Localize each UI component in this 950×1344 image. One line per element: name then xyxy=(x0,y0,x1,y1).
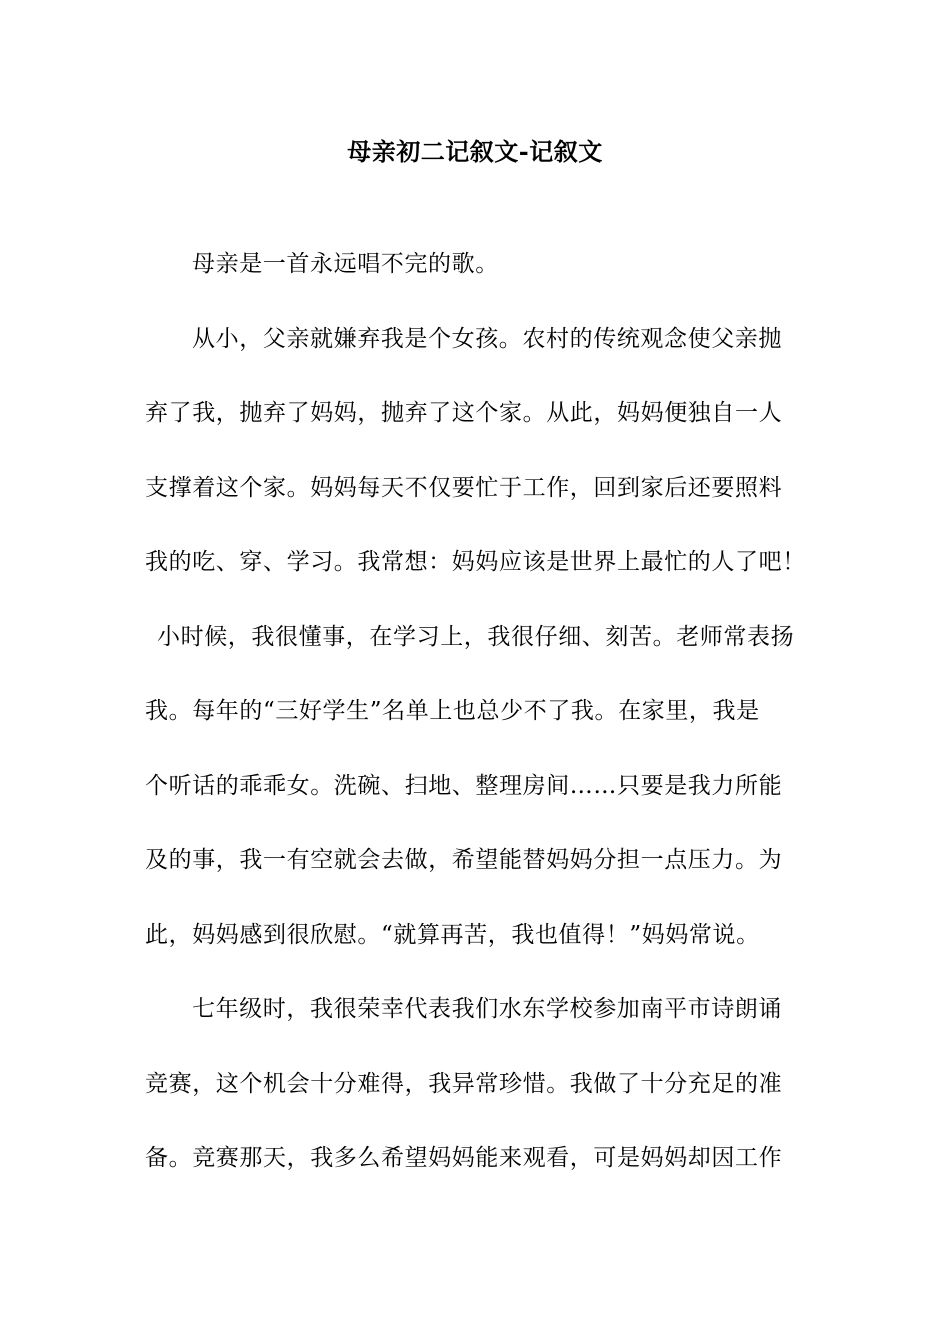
paragraph-line: 及的事，我一有空就会去做，希望能替妈妈分担一点压力。为 xyxy=(145,847,783,873)
paragraph-line: 我。每年的“三好学生”名单上也总少不了我。在家里，我是 xyxy=(145,698,760,724)
paragraph-line: 备。竞赛那天，我多么希望妈妈能来观看，可是妈妈却因工作 xyxy=(145,1145,783,1171)
paragraph-line: 七年级时，我很荣幸代表我们水东学校参加南平市诗朗诵 xyxy=(192,996,782,1022)
paragraph-line: 从小，父亲就嫌弃我是个女孩。农村的传统观念使父亲抛 xyxy=(192,325,782,352)
paragraph-line: 母亲是一首永远唱不完的歌。 xyxy=(192,251,499,277)
document-title: 母亲初二记叙文-记叙文 xyxy=(347,137,603,166)
document-body xyxy=(145,252,815,1221)
paragraph-line: 竞赛，这个机会十分难得，我异常珍惜。我做了十分充足的准 xyxy=(145,1070,783,1097)
paragraph-line: 个听话的乖乖女。洗碗、扫地、整理房间……只要是我力所能 xyxy=(145,772,783,799)
paragraph-line: 我的吃、穿、学习。我常想：妈妈应该是世界上最忙的人了吧！ xyxy=(145,549,806,575)
paragraph-line: 弃了我，抛弃了妈妈，抛弃了这个家。从此，妈妈便独自一人 xyxy=(145,400,783,426)
paragraph-line: 小时候，我很懂事，在学习上，我很仔细、刻苦。老师常表扬 xyxy=(157,623,795,650)
paragraph-line: 支撑着这个家。妈妈每天不仅要忙于工作，回到家后还要照料 xyxy=(145,474,783,501)
paragraph-line: 此，妈妈感到很欣慰。“就算再苦，我也值得！”妈妈常说。 xyxy=(145,921,760,948)
